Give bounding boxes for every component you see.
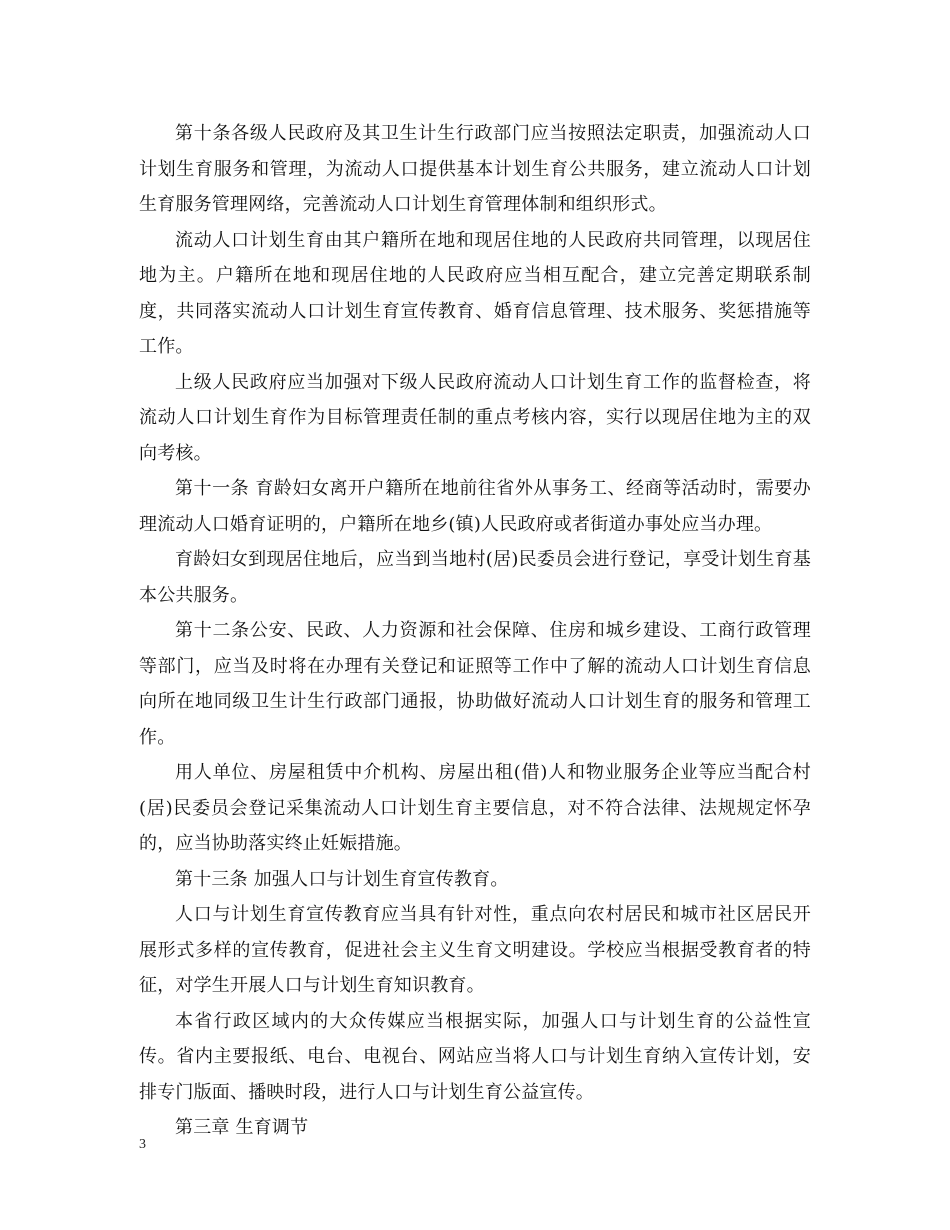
paragraph-floating-population-management: 流动人口计划生育由其户籍所在地和现居住地的人民政府共同管理，以现居住地为主。户籍所在地和现居住地的人民政府应当相互配合，建立完善定期联系制度，共同落实流动人口计划生育宣传教育、婚育信息管理、技术服务、奖惩措施等工作。: [139, 229, 811, 357]
chapter-heading: 第三章 生育调节: [175, 1117, 309, 1138]
paragraph-education: 人口与计划生育宣传教育应当具有针对性，重点向农村居民和城市社区居民开展形式多样的宣传教育，促进社会主义生育文明建设。学校应当根据受教育者的特征，对学生开展人口与计划生育知识教育。: [139, 904, 811, 996]
paragraph-media: 本省行政区域内的大众传媒应当根据实际，加强人口与计划生育的公益性宣传。省内主要报纸、电台、电视台、网站应当将人口与计划生育纳入宣传计划，安排专门版面、播映时段，进行人口与计划生育公益宣传。: [139, 1010, 811, 1103]
paragraph-article-10: 第十条各级人民政府及其卫生计生行政部门应当按照法定职责，加强流动人口计划生育服务和管理，为流动人口提供基本计划生育公共服务，建立流动人口计划生育服务管理网络，完善流动人口计划生育管理体制和组织形式。: [139, 123, 811, 215]
document-body: [139, 116, 811, 1146]
paragraph-supervision: 上级人民政府应当加强对下级人民政府流动人口计划生育工作的监督检查，将流动人口计划生育作为目标管理责任制的重点考核内容，实行以现居住地为主的双向考核。: [139, 371, 811, 464]
paragraph-registration: 育龄妇女到现居住地后，应当到当地村(居)民委员会进行登记，享受计划生育基本公共服务。: [139, 549, 811, 606]
paragraph-article-11: 第十一条 育龄妇女离开户籍所在地前往省外从事务工、经商等活动时，需要办理流动人口婚育证明的，户籍所在地乡(镇)人民政府或者街道办事处应当办理。: [139, 478, 811, 535]
paragraph-employers-landlords: 用人单位、房屋租赁中介机构、房屋出租(借)人和物业服务企业等应当配合村(居)民委员会登记采集流动人口计划生育主要信息，对不符合法律、法规规定怀孕的，应当协助落实终止妊娠措施。: [139, 762, 811, 854]
paragraph-article-12: 第十二条公安、民政、人力资源和社会保障、住房和城乡建设、工商行政管理等部门，应当及时将在办理有关登记和证照等工作中了解的流动人口计划生育信息向所在地同级卫生计生行政部门通报，协助做好流动人口计划生育的服务和管理工作。: [139, 620, 811, 748]
paragraph-article-13: 第十三条 加强人口与计划生育宣传教育。: [175, 868, 509, 890]
page-number: 3: [139, 1137, 146, 1152]
